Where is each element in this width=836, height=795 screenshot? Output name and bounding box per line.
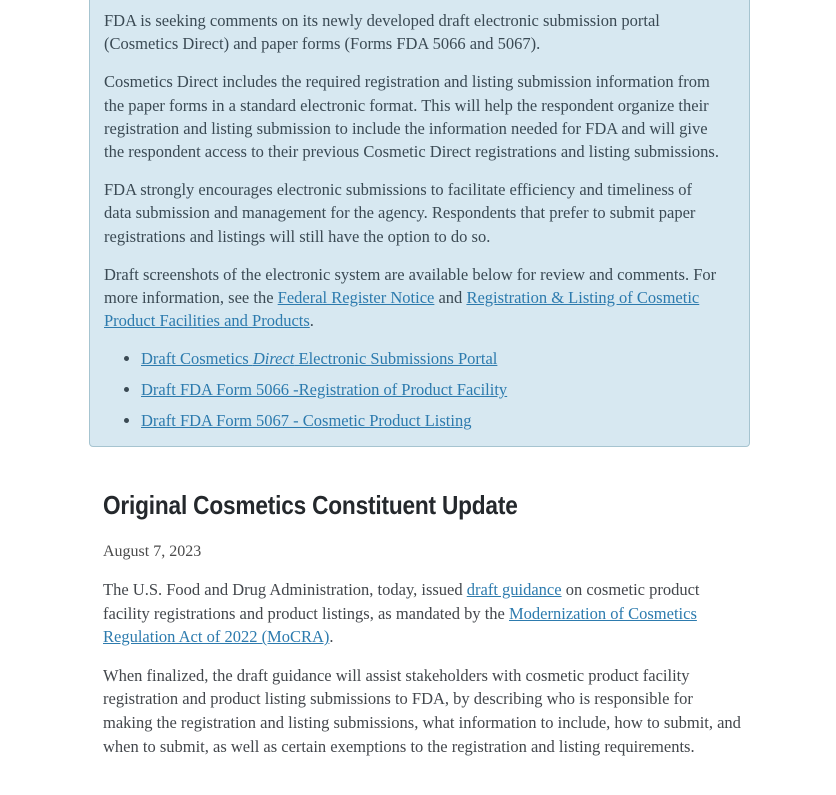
callout-paragraph — [104, 178, 719, 248]
text-segment: The U.S. Food and Drug Administration, today, issued — [103, 580, 467, 599]
text-segment: When finalized, the draft guidance will assist stakeholders with cosmetic product facility registration and product listing submissions to FDA, by describing who is responsible for making the registration and listing submissions, what information to include, how to submit, and when to submit, as well as certain exemptions to the registration and listing requirements. — [103, 665, 741, 756]
text-segment: on cosmetic product facility registrations and product listings, as mandated by the — [103, 580, 700, 623]
list-item — [141, 378, 719, 401]
callout-paragraph — [104, 70, 719, 163]
text-link[interactable]: Draft FDA Form 5067 - Cosmetic Product Listing — [141, 410, 472, 430]
body-paragraph — [103, 578, 743, 649]
text-link[interactable]: Federal Register Notice — [277, 288, 435, 308]
text-segment: Cosmetics Direct includes the required registration and listing submission information from the paper forms in a standard electronic format. This will help the respondent organize their registration and listing submission to include the information needed for FDA and will give the respondent access to their previous Cosmetic Direct registrations and listing submissions. — [104, 72, 719, 162]
text-link[interactable]: Draft FDA Form 5066 -Registration of Product Facility — [141, 380, 508, 400]
text-link[interactable]: draft guidance — [466, 580, 562, 599]
section-heading: Original Cosmetics Constituent Update — [103, 490, 518, 520]
text-segment: FDA strongly encourages electronic submissions to facilitate efficiency and timeliness of data submission and management for the agency. Respondents that prefer to submit paper registrations and listings will still have the option to do so. — [104, 180, 696, 246]
update-section — [103, 470, 743, 758]
body-paragraph — [103, 664, 743, 758]
text-link[interactable]: Direct — [252, 349, 295, 369]
date-text: August 7, 2023 — [103, 543, 202, 560]
list-item — [141, 347, 719, 370]
text-link[interactable]: Electronic Submissions Portal — [294, 349, 498, 369]
text-segment: . — [329, 627, 334, 647]
text-segment: and — [434, 288, 467, 308]
callout-link-list — [104, 347, 719, 432]
text-segment: . — [309, 311, 314, 331]
text-link[interactable]: Draft Cosmetics — [141, 349, 253, 369]
callout-box — [89, 0, 750, 447]
text-segment: FDA is seeking comments on its newly developed draft electronic submission portal (Cosmetics Direct) and paper forms (Forms FDA 5066 and 5067). — [104, 11, 660, 54]
text-link[interactable]: Registration & Listing of Cosmetic Product Facilities and Products — [104, 288, 700, 331]
callout-paragraph — [104, 9, 719, 55]
callout-paragraph — [104, 263, 719, 333]
list-item — [141, 409, 719, 432]
text-link[interactable]: Modernization of Cosmetics Regulation Act of 2022 (MoCRA) — [103, 603, 697, 647]
text-segment: Draft screenshots of the electronic system are available below for review and comments. For more information, see the — [104, 264, 717, 308]
